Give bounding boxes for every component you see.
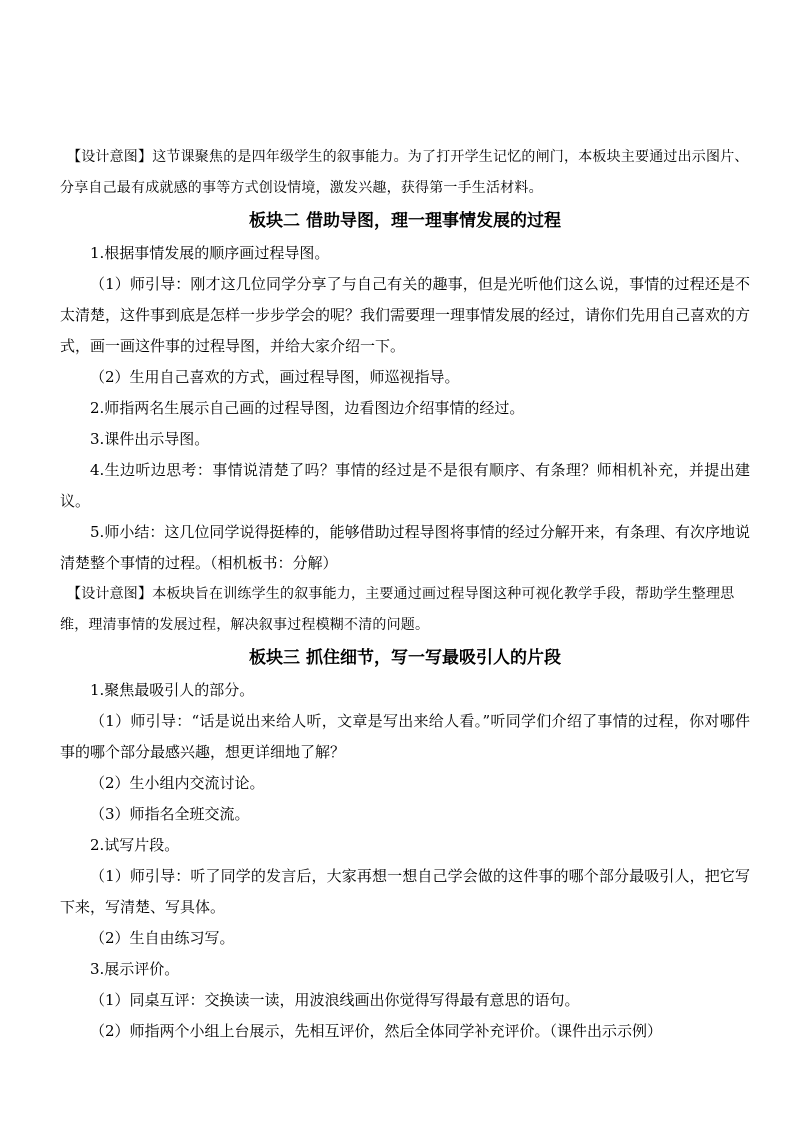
document-page [60,142,750,1047]
paragraph: （1）师引导：听了同学的发言后，大家再想一想自己学会做的这件事的哪个部分最吸引人，把它写下来，写清楚、写具体。 [60,867,750,916]
paragraph: 3.展示评价。 [90,960,180,978]
paragraph: 1.根据事情发展的顺序画过程导图。 [90,244,330,262]
paragraph: 5.师小结：这几位同学说得挺棒的，能够借助过程导图将事情的经过分解开来，有条理、有次序地说清楚整个事情的过程。（相机板书：分解） [60,523,750,572]
paragraph: （1）同桌互评：交换读一读，用波浪线画出你觉得写得最有意思的语句。 [90,991,580,1009]
paragraph: 3.课件出示导图。 [90,430,210,448]
section-heading: 板块三 抓住细节，写一写最吸引人的片段 [249,648,561,668]
paragraph: （2）生自由练习写。 [90,929,235,947]
paragraph: （3）师指名全班交流。 [90,805,250,823]
paragraph: （2）生小组内交流讨论。 [90,774,265,792]
paragraph: 4.生边听边思考：事情说清楚了吗？事情的经过是不是很有顺序、有条理？师相机补充，并提出建议。 [60,461,750,510]
section-heading: 板块二 借助导图，理一理事情发展的过程 [249,211,561,231]
design-intent-paragraph: 【设计意图】这节课聚焦的是四年级学生的叙事能力。为了打开学生记忆的闸门，本板块主要通过出示图片、分享自己最有成就感的事等方式创设情境，激发兴趣，获得第一手生活材料。 [60,149,749,196]
paragraph: 2.师指两名生展示自己画的过程导图，边看图边介绍事情的经过。 [90,399,525,417]
paragraph: （2）师指两个小组上台展示，先相互评价，然后全体同学补充评价。（课件出示示例） [90,1022,663,1040]
paragraph: （1）师引导：“话是说出来给人听，文章是写出来给人看。”听同学们介绍了事情的过程，你对哪件事的哪个部分最感兴趣，想更详细地了解？ [60,712,750,761]
paragraph: 2.试写片段。 [90,836,180,854]
design-intent-paragraph: 【设计意图】本板块旨在训练学生的叙事能力，主要通过画过程导图这种可视化教学手段，帮助学生整理思维，理清事情的发展过程，解决叙事过程模糊不清的问题。 [60,586,735,633]
paragraph: 1.聚焦最吸引人的部分。 [90,681,255,699]
paragraph: （2）生用自己喜欢的方式，画过程导图，师巡视指导。 [90,368,460,386]
paragraph: （1）师引导：刚才这几位同学分享了与自己有关的趣事，但是光听他们这么说，事情的过程还是不太清楚，这件事到底是怎样一步步学会的呢？我们需要理一理事情发展的经过，请你们先用自己喜欢的方式，画一画这件事的过程导图，并给大家介绍一下。 [60,275,751,355]
